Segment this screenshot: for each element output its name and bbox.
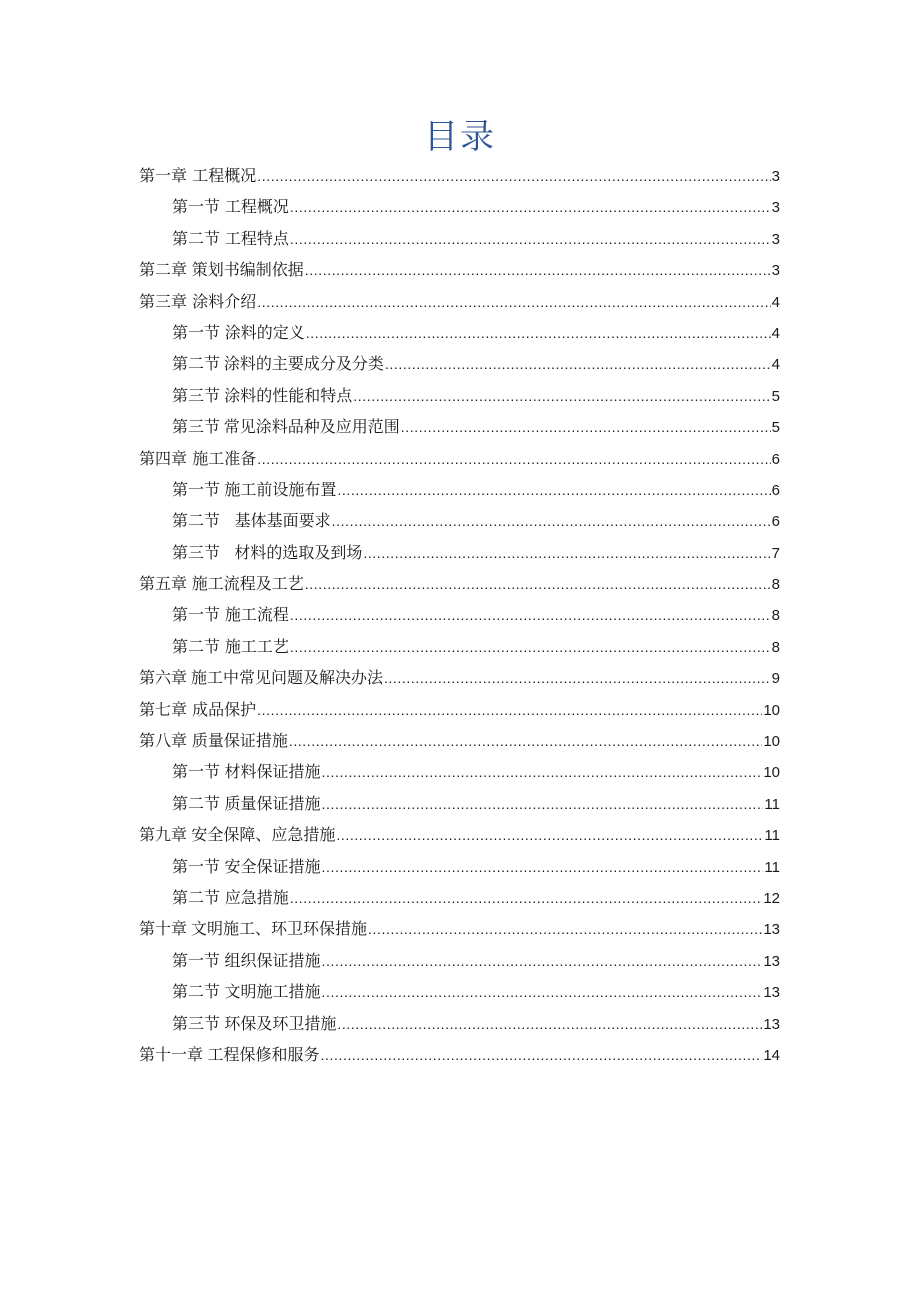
- toc-entry-number: 第十一章: [139, 1044, 204, 1064]
- toc-entry-title: 施工中常见问题及解决办法: [190, 668, 383, 688]
- toc-entry-number: 第三节: [172, 417, 221, 437]
- table-of-contents: [139, 160, 780, 1070]
- toc-dot-leader: [257, 287, 770, 318]
- toc-dot-leader: [290, 192, 771, 223]
- toc-section-entry[interactable]: [139, 348, 780, 379]
- toc-dot-leader: [322, 852, 764, 883]
- toc-page-number: 3: [771, 230, 780, 248]
- toc-entry-number: 第二章: [139, 260, 188, 280]
- toc-entry-title: 质量保证措施: [191, 731, 288, 751]
- toc-section-entry[interactable]: [139, 756, 780, 787]
- toc-entry-number: 第三章: [139, 291, 188, 311]
- toc-entry-title: 环保及环卫措施: [224, 1013, 337, 1033]
- toc-entry-number: 第二节: [172, 511, 221, 531]
- toc-chapter-entry[interactable]: [139, 286, 780, 317]
- toc-page-number: 3: [771, 168, 780, 185]
- toc-page-number: 4: [771, 293, 780, 311]
- toc-entry-number: 第一节: [172, 479, 221, 499]
- toc-entry-title: 工程概况: [224, 197, 289, 217]
- toc-entry-title: 工程保修和服务: [207, 1044, 320, 1064]
- toc-section-entry[interactable]: [139, 380, 780, 411]
- toc-page-number: 12: [763, 889, 780, 907]
- toc-entry-number: 第二节: [172, 228, 221, 248]
- toc-dot-leader: [290, 632, 771, 663]
- toc-page-number: 6: [771, 513, 780, 531]
- toc-entry-title: 工程概况: [192, 166, 257, 185]
- toc-page-number: 10: [763, 733, 780, 751]
- toc-dot-leader: [321, 1040, 763, 1071]
- toc-chapter-entry[interactable]: [139, 443, 780, 474]
- toc-entry-title: 文明施工、环卫环保措施: [191, 919, 368, 939]
- toc-entry-title: 材料的选取及到场: [224, 542, 363, 562]
- toc-dot-leader: [289, 726, 762, 757]
- toc-dot-leader: [290, 600, 771, 631]
- toc-page-number: 10: [763, 701, 780, 719]
- toc-dot-leader: [322, 757, 763, 788]
- toc-dot-leader: [257, 444, 770, 475]
- toc-section-entry[interactable]: [139, 223, 780, 254]
- toc-section-entry[interactable]: [139, 317, 780, 348]
- toc-entry-title: 组织保证措施: [224, 950, 321, 970]
- toc-page-number: 13: [763, 921, 780, 939]
- toc-page-number: 11: [764, 795, 780, 813]
- toc-chapter-entry[interactable]: [139, 1039, 780, 1070]
- toc-chapter-entry[interactable]: [139, 694, 780, 725]
- toc-page-number: 5: [771, 419, 780, 437]
- toc-page-number: 11: [764, 827, 780, 845]
- toc-page-number: 6: [771, 450, 780, 468]
- toc-entry-title: 质量保证措施: [224, 793, 321, 813]
- toc-dot-leader: [368, 914, 762, 945]
- toc-dot-leader: [290, 883, 763, 914]
- toc-dot-leader: [385, 349, 771, 380]
- toc-entry-number: 第三节: [172, 542, 221, 562]
- toc-dot-leader: [401, 412, 771, 443]
- toc-dot-leader: [353, 381, 770, 412]
- toc-entry-number: 第六章: [139, 668, 188, 688]
- toc-entry-title: 涂料介绍: [192, 291, 257, 311]
- toc-page-number: 8: [771, 607, 780, 625]
- toc-entry-title: 施工工艺: [224, 636, 289, 656]
- toc-page-number: 14: [763, 1046, 780, 1064]
- toc-page-number: 8: [771, 576, 780, 594]
- toc-section-entry[interactable]: [139, 1008, 780, 1039]
- toc-entry-title: 施工流程及工艺: [191, 574, 304, 594]
- toc-chapter-entry[interactable]: [139, 819, 780, 850]
- toc-dot-leader: [322, 977, 763, 1008]
- toc-dot-leader: [290, 224, 771, 255]
- toc-entry-title: 文明施工措施: [224, 982, 321, 1002]
- toc-entry-title: 涂料的性能和特点: [224, 385, 353, 405]
- toc-entry-number: 第二节: [172, 887, 221, 907]
- toc-dot-leader: [322, 789, 764, 820]
- toc-dot-leader: [384, 663, 771, 694]
- toc-page-number: 6: [771, 481, 780, 499]
- toc-entry-number: 第一节: [172, 197, 221, 217]
- toc-page-number: 3: [771, 262, 780, 280]
- toc-page-number: 4: [771, 324, 780, 342]
- toc-entry-number: 第四章: [139, 448, 188, 468]
- toc-title: 目录: [424, 117, 496, 157]
- toc-dot-leader: [305, 255, 771, 286]
- toc-entry-number: 第二节: [172, 636, 221, 656]
- toc-dot-leader: [306, 318, 771, 349]
- toc-dot-leader: [257, 695, 762, 726]
- toc-dot-leader: [337, 475, 770, 506]
- toc-entry-number: 第二节: [172, 793, 221, 813]
- toc-chapter-entry[interactable]: [139, 160, 780, 191]
- toc-page-number: 3: [771, 199, 780, 217]
- toc-entry-title: 工程特点: [224, 228, 289, 248]
- toc-entry-title: 施工前设施布置: [224, 479, 337, 499]
- toc-dot-leader: [337, 1009, 762, 1040]
- toc-dot-leader: [332, 506, 771, 537]
- toc-entry-title: 涂料的主要成分及分类: [223, 354, 384, 374]
- toc-entry-number: 第三节: [172, 1013, 221, 1033]
- toc-chapter-entry[interactable]: [139, 913, 780, 944]
- toc-page-number: 7: [771, 544, 780, 562]
- toc-entry-number: 第七章: [139, 699, 188, 719]
- toc-entry-title: 施工流程: [224, 605, 289, 625]
- toc-chapter-entry[interactable]: [139, 662, 780, 693]
- toc-section-entry[interactable]: [139, 788, 780, 819]
- toc-entry-number: 第九章: [139, 825, 188, 845]
- toc-dot-leader: [363, 538, 770, 569]
- toc-entry-title: 成品保护: [192, 699, 257, 719]
- toc-entry-title: 涂料的定义: [224, 322, 305, 342]
- toc-entry-number: 第一节: [172, 950, 221, 970]
- toc-page-number: 13: [763, 952, 780, 970]
- toc-page-number: 10: [763, 764, 780, 782]
- toc-page-number: 8: [771, 638, 780, 656]
- toc-entry-number: 第一节: [172, 856, 221, 876]
- toc-page-number: 13: [763, 984, 780, 1002]
- toc-section-entry[interactable]: [139, 474, 780, 505]
- toc-dot-leader: [257, 161, 770, 192]
- toc-entry-title: 常见涂料品种及应用范围: [223, 417, 400, 437]
- toc-entry-number: 第二节: [172, 354, 221, 374]
- toc-entry-number: 第八章: [139, 731, 188, 751]
- toc-entry-title: 基体基面要求: [224, 511, 331, 531]
- toc-dot-leader: [322, 946, 763, 977]
- toc-section-entry[interactable]: [139, 191, 780, 222]
- toc-entry-number: 第三节: [172, 385, 221, 405]
- toc-entry-title: 安全保证措施: [224, 856, 321, 876]
- toc-chapter-entry[interactable]: [139, 568, 780, 599]
- toc-section-entry[interactable]: [139, 851, 780, 882]
- toc-entry-number: 第十章: [139, 919, 188, 939]
- toc-entry-number: 第二节: [172, 982, 221, 1002]
- toc-section-entry[interactable]: [139, 411, 780, 442]
- toc-dot-leader: [336, 820, 763, 851]
- toc-chapter-entry[interactable]: [139, 254, 780, 285]
- toc-page-number: 9: [771, 670, 780, 688]
- toc-entry-number: 第一节: [172, 605, 221, 625]
- toc-page-number: 11: [764, 858, 780, 876]
- toc-page-number: 4: [771, 356, 780, 374]
- toc-dot-leader: [305, 569, 771, 600]
- toc-section-entry[interactable]: [139, 945, 780, 976]
- toc-entry-number: 第五章: [139, 574, 188, 594]
- toc-page-number: 13: [763, 1015, 780, 1033]
- toc-entry-title: 策划书编制依据: [191, 260, 304, 280]
- toc-entry-title: 安全保障、应急措施: [191, 825, 336, 845]
- toc-section-entry[interactable]: [139, 882, 780, 913]
- toc-chapter-entry[interactable]: [139, 725, 780, 756]
- toc-section-entry[interactable]: [139, 976, 780, 1007]
- toc-section-entry[interactable]: [139, 631, 780, 662]
- toc-entry-title: 施工准备: [192, 448, 257, 468]
- toc-section-entry[interactable]: [139, 599, 780, 630]
- toc-entry-title: 应急措施: [224, 887, 289, 907]
- toc-entry-number: 第一节: [172, 762, 221, 782]
- toc-page-number: 5: [771, 387, 780, 405]
- toc-entry-number: 第一章: [139, 166, 188, 185]
- toc-section-entry[interactable]: [139, 537, 780, 568]
- toc-entry-title: 材料保证措施: [224, 762, 321, 782]
- toc-entry-number: 第一节: [172, 322, 221, 342]
- toc-section-entry[interactable]: [139, 505, 780, 536]
